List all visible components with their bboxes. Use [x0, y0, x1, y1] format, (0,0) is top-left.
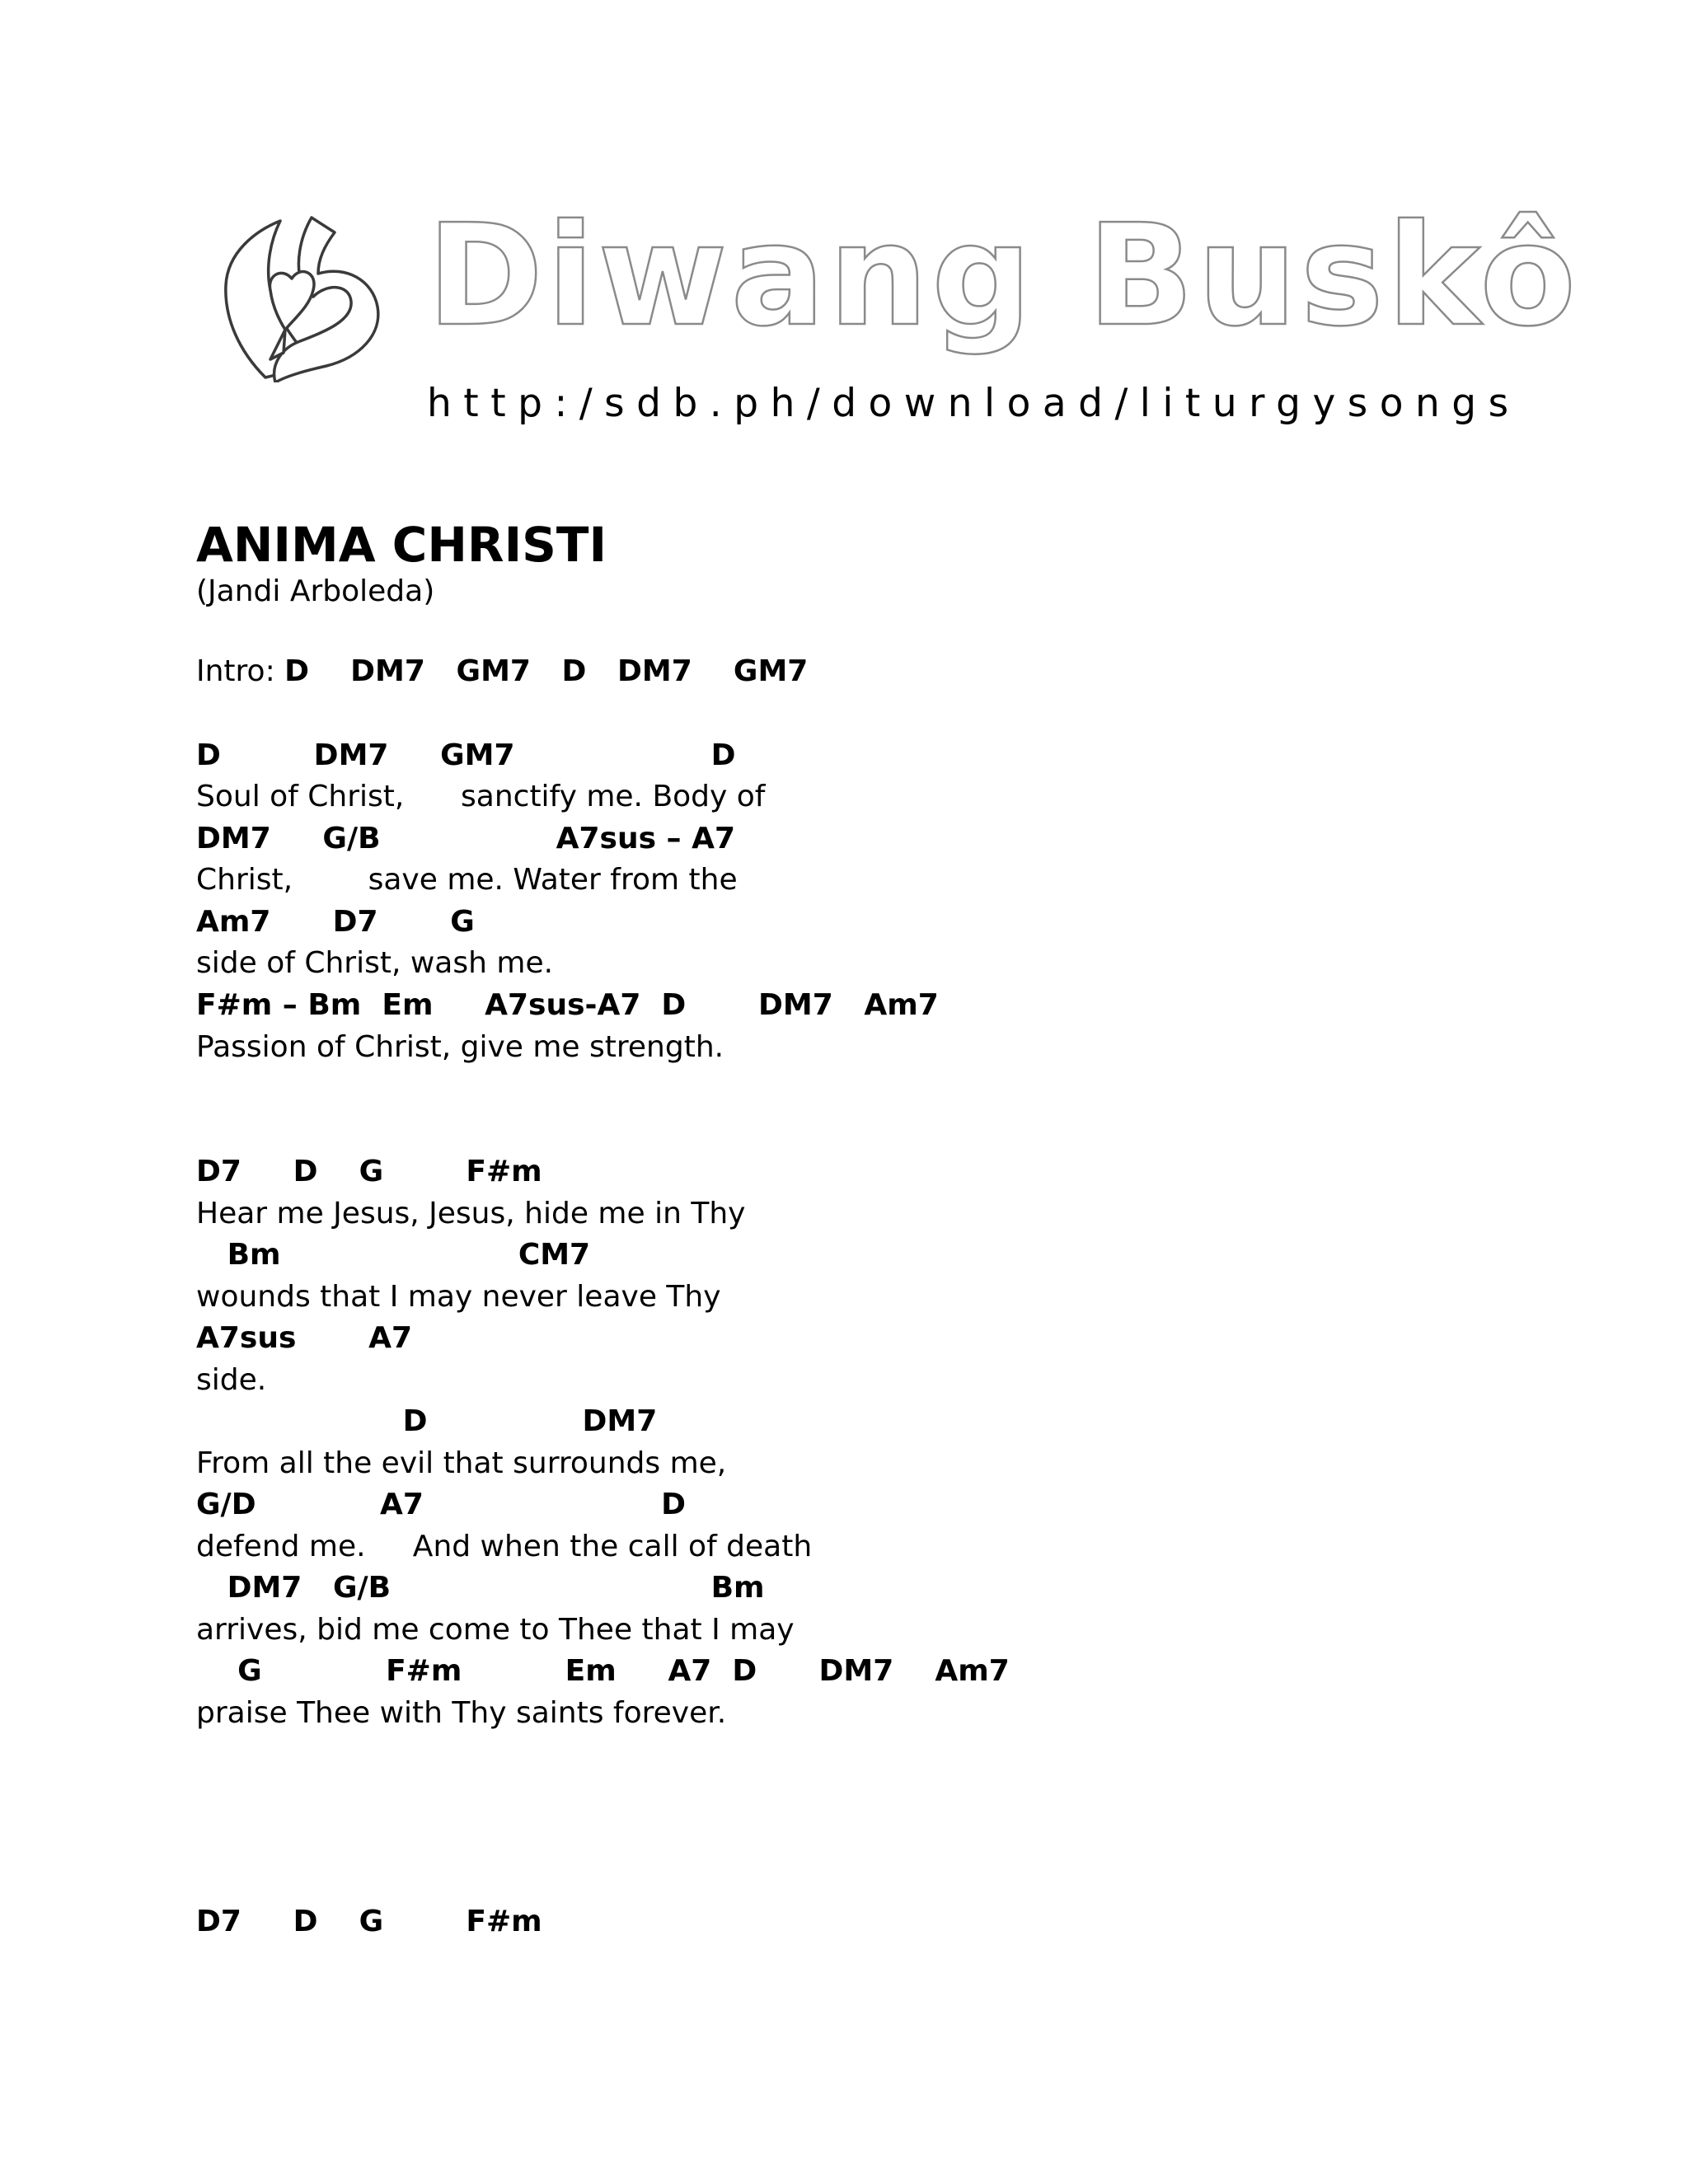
lyric-line: arrives, bid me come to Thee that I may: [196, 1613, 795, 1647]
brand-name: Diwang Buskô: [427, 194, 1580, 358]
chord-line: D DM7 GM7 D: [196, 738, 736, 772]
chord-line: F#m – Bm Em A7sus-A7 D DM7 Am7: [196, 988, 939, 1022]
lyric-line: Passion of Christ, give me strength.: [196, 1030, 724, 1064]
lyric-line: Hear me Jesus, Jesus, hide me in Thy: [196, 1197, 746, 1230]
lyric-line: wounds that I may never leave Thy: [196, 1280, 721, 1314]
song-composer: (Jandi Arboleda): [196, 574, 435, 608]
chord-line: Am7 D7 G: [196, 905, 475, 939]
chord-line: G F#m Em A7 D DM7 Am7: [196, 1654, 1010, 1688]
intro-label: Intro:: [196, 654, 285, 688]
chord-line: DM7 G/B A7sus – A7: [196, 822, 735, 855]
lyric-line: praise Thee with Thy saints forever.: [196, 1696, 727, 1730]
lyric-line: Soul of Christ, sanctify me. Body of: [196, 780, 766, 813]
chord-line: A7sus A7: [196, 1321, 413, 1355]
lyric-line: side of Christ, wash me.: [196, 946, 554, 980]
song-title: ANIMA CHRISTI: [196, 517, 607, 573]
chord-line: D DM7: [196, 1404, 658, 1438]
chord-line: G/D A7 D: [196, 1488, 687, 1521]
intro-line: [196, 655, 808, 688]
heart-ribbon-logo-icon: [221, 213, 391, 382]
site-url[interactable]: http:/sdb.ph/download/liturgysongs: [427, 381, 1521, 426]
lyric-line: From all the evil that surrounds me,: [196, 1446, 727, 1480]
lyric-line: side.: [196, 1363, 267, 1397]
chord-line: Bm CM7: [196, 1238, 591, 1272]
lyric-line: defend me. And when the call of death: [196, 1530, 813, 1563]
chord-line: DM7 G/B Bm: [196, 1571, 765, 1605]
lyric-line: Christ, save me. Water from the: [196, 863, 738, 897]
chord-line: D7 D G F#m: [196, 1905, 542, 1938]
intro-chords: D DM7 GM7 D DM7 GM7: [284, 654, 809, 688]
chord-line: D7 D G F#m: [196, 1155, 542, 1188]
